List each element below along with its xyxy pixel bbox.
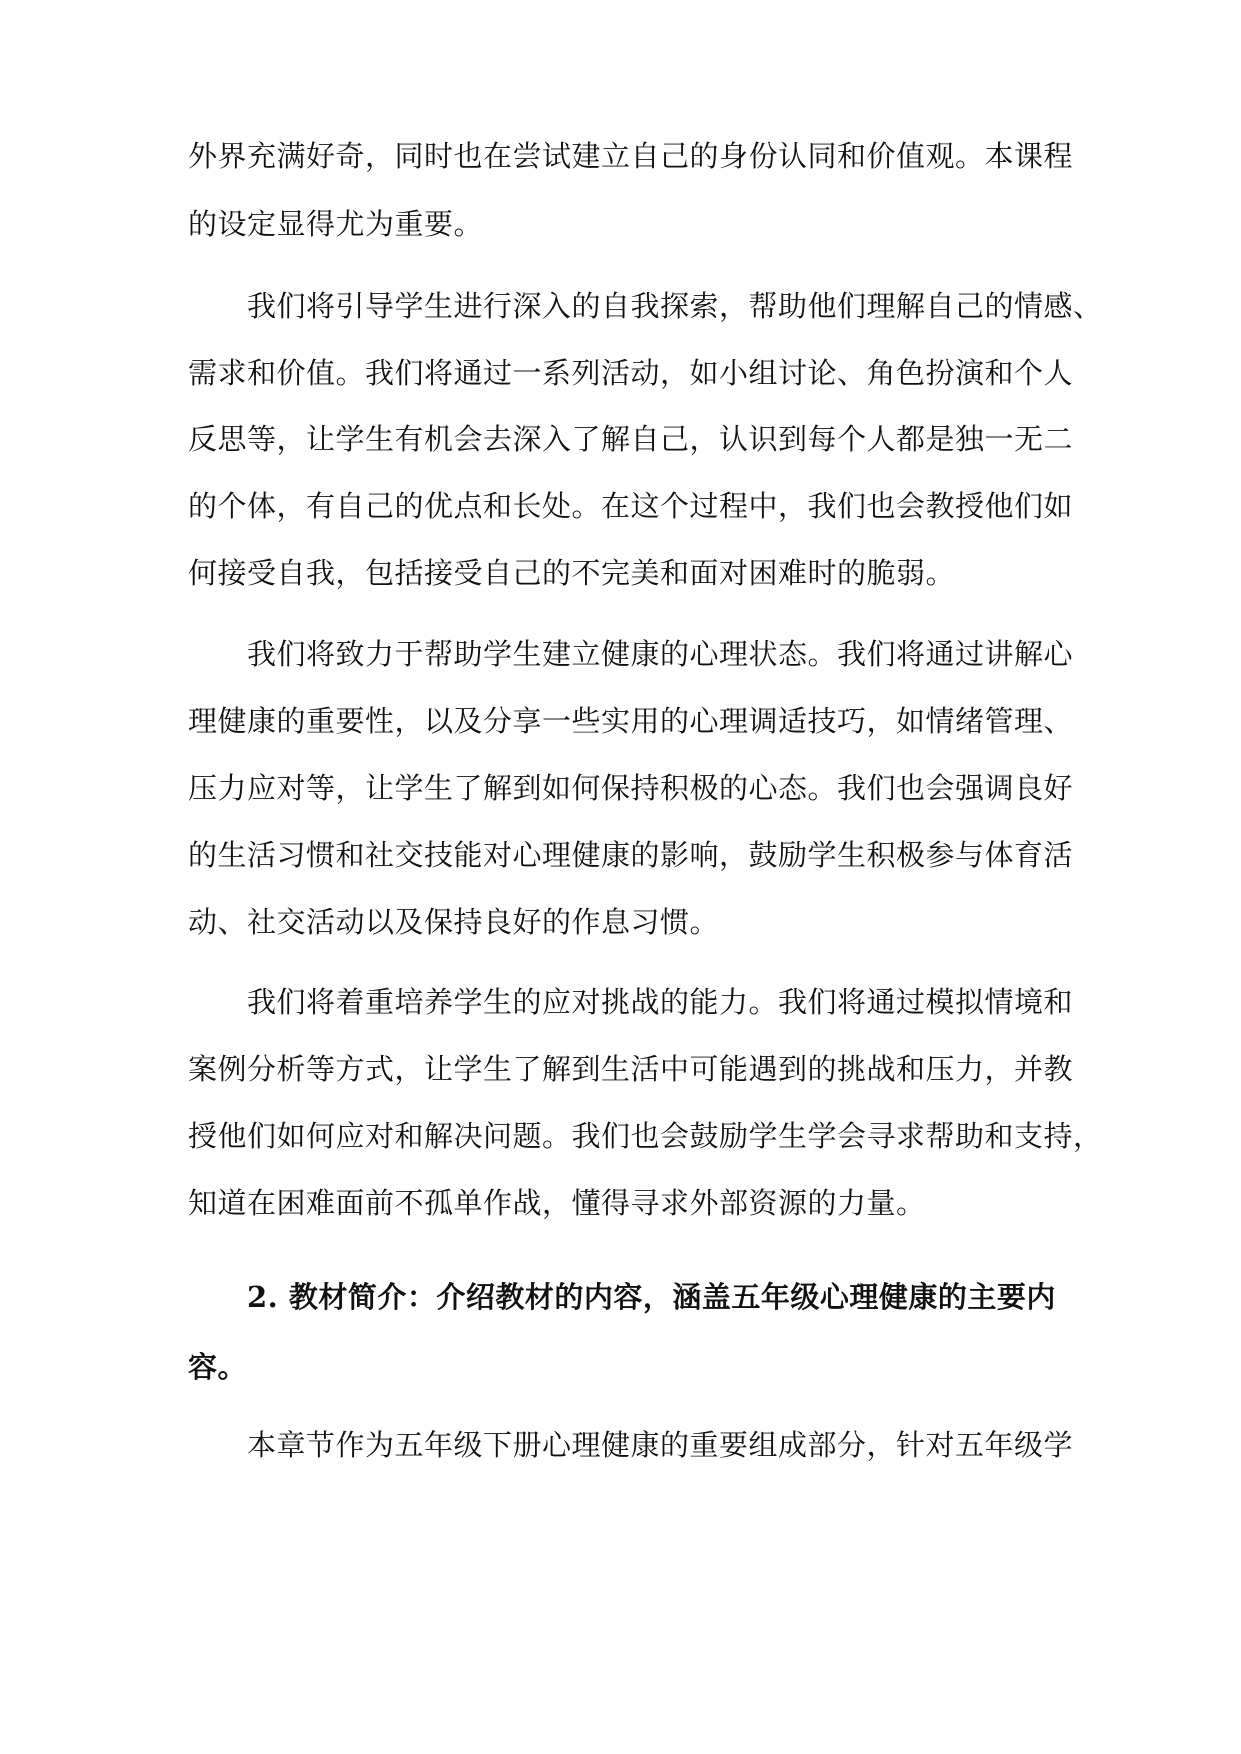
paragraph-3-line-4: 的生活习惯和社交技能对心理健康的影响，鼓励学生积极参与体育活 bbox=[188, 838, 1074, 872]
paragraph-3-line-2: 理健康的重要性，以及分享一些实用的心理调适技巧，如情绪管理、 bbox=[188, 704, 1074, 738]
paragraph-4-line-4: 知道在困难面前不孤单作战，懂得寻求外部资源的力量。 bbox=[188, 1186, 926, 1220]
paragraph-4-line-3: 授他们如何应对和解决问题。我们也会鼓励学生学会寻求帮助和支持， bbox=[188, 1119, 1103, 1153]
paragraph-2-line-5: 何接受自我，包括接受自己的不完美和面对困难时的脆弱。 bbox=[188, 556, 956, 590]
paragraph-2-line-1: 我们将引导学生进行深入的自我探索，帮助他们理解自己的情感、 bbox=[188, 289, 1103, 323]
section-heading-line-2: 容。 bbox=[188, 1350, 248, 1384]
paragraph-3-line-3: 压力应对等，让学生了解到如何保持积极的心态。我们也会强调良好 bbox=[188, 771, 1074, 805]
paragraph-4-line-2: 案例分析等方式，让学生了解到生活中可能遇到的挑战和压力，并教 bbox=[188, 1052, 1074, 1086]
paragraph-2-line-3: 反思等，让学生有机会去深入了解自己，认识到每个人都是独一无二 bbox=[188, 422, 1074, 456]
section-heading-line-1: 2. 教材简介：介绍教材的内容，涵盖五年级心理健康的主要内 bbox=[188, 1280, 1056, 1314]
paragraph-1-line-2: 的设定显得尤为重要。 bbox=[188, 207, 484, 241]
paragraph-2-line-4: 的个体，有自己的优点和长处。在这个过程中，我们也会教授他们如 bbox=[188, 489, 1074, 523]
paragraph-4-line-1: 我们将着重培养学生的应对挑战的能力。我们将通过模拟情境和 bbox=[188, 985, 1074, 1019]
paragraph-5-line-1: 本章节作为五年级下册心理健康的重要组成部分，针对五年级学 bbox=[188, 1428, 1074, 1462]
paragraph-3-line-5: 动、社交活动以及保持良好的作息习惯。 bbox=[188, 905, 720, 939]
paragraph-1-line-1: 外界充满好奇，同时也在尝试建立自己的身份认同和价值观。本课程 bbox=[188, 139, 1074, 173]
paragraph-2-line-2: 需求和价值。我们将通过一系列活动，如小组讨论、角色扮演和个人 bbox=[188, 356, 1074, 390]
paragraph-3-line-1: 我们将致力于帮助学生建立健康的心理状态。我们将通过讲解心 bbox=[188, 637, 1074, 671]
